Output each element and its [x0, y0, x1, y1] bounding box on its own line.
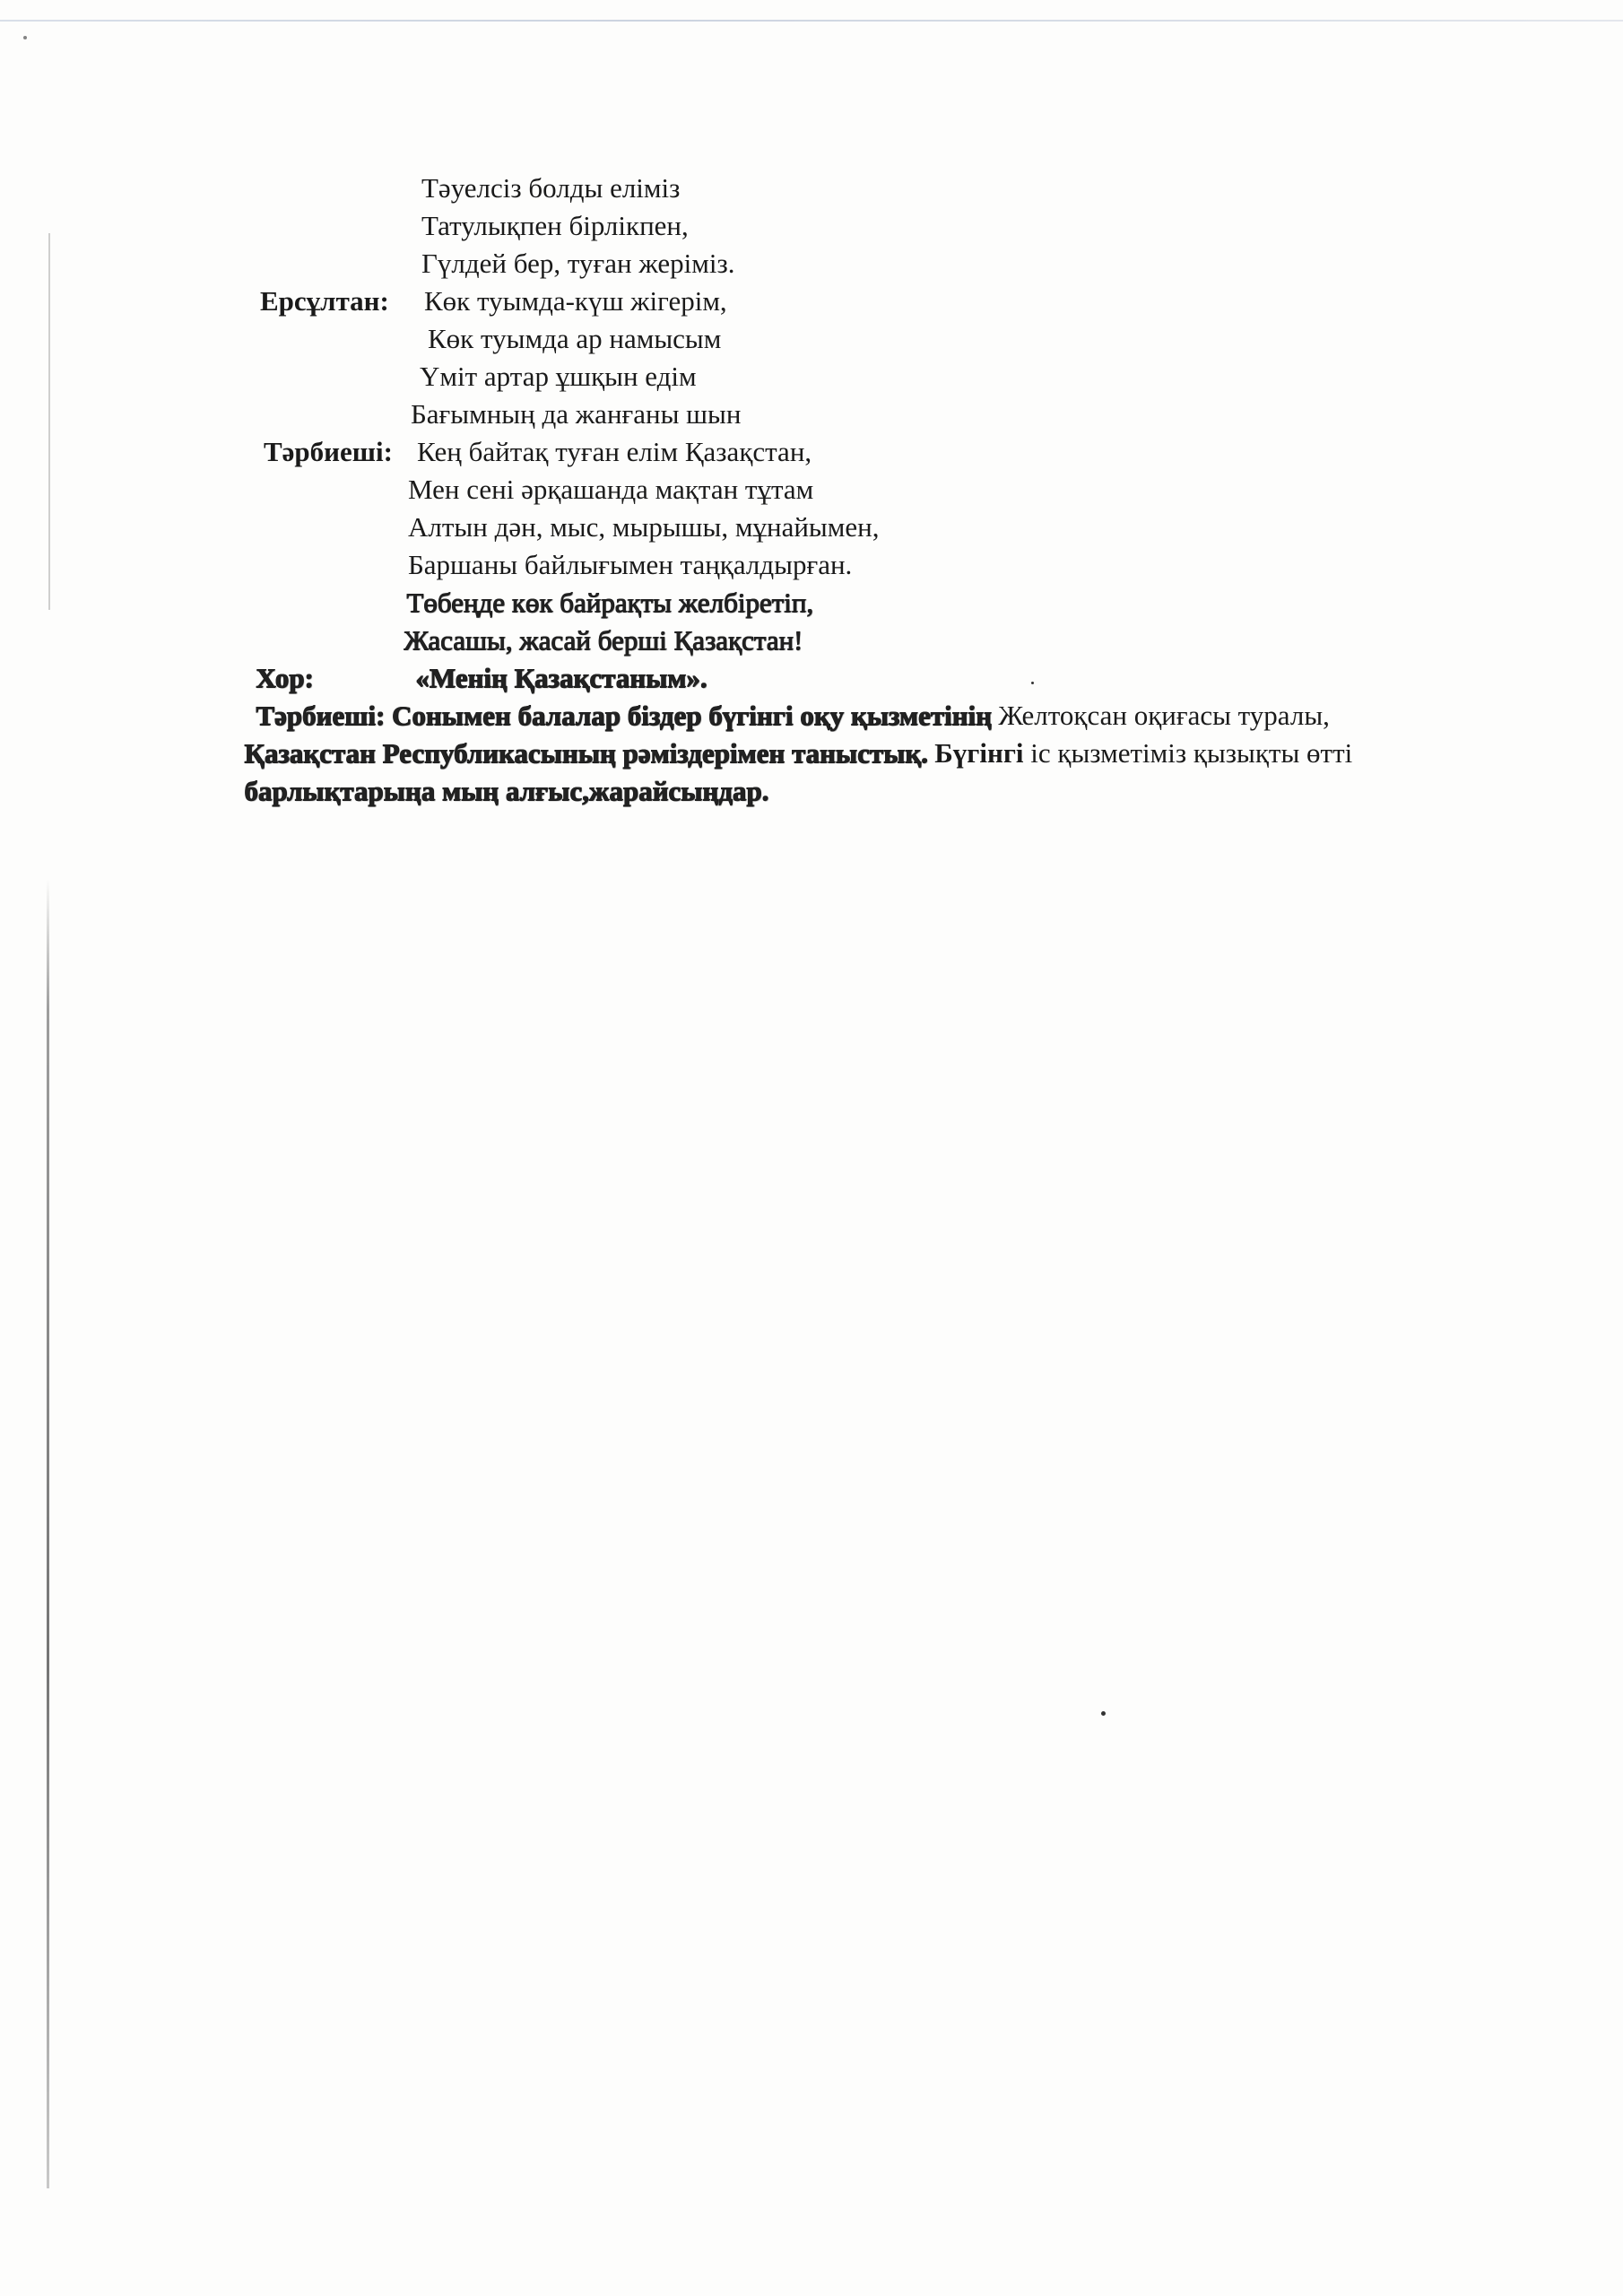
verse-line: Баршаны байлығымен таңқалдырған. — [408, 549, 853, 580]
scan-speck — [23, 36, 27, 39]
scan-speck — [1031, 682, 1034, 684]
closing-text-heavy: Сонымен балалар біздер бүгінгі оқу қызметінің — [391, 700, 992, 731]
poem-line: Тәуелсіз болды еліміз — [421, 172, 681, 204]
speaker-label-ersultan: Ерсұлтан: — [260, 285, 389, 317]
closing-line-2 — [244, 735, 1352, 771]
speaker-label-tarbieshi: Тәрбиеші: — [264, 436, 393, 467]
verse-line: Бағымның да жанғаны шын — [411, 398, 742, 430]
verse-line-bold: Төбеңде көк байрақты желбіретіп, — [406, 587, 813, 618]
verse-line: Көк туымда-күш жігерім, — [424, 285, 727, 317]
verse-line: Көк туымда ар намысым — [428, 323, 722, 354]
speaker-label-tarbieshi: Тәрбиеші: — [256, 700, 385, 731]
poem-line: Гүлдей бер, туған жеріміз. — [421, 248, 735, 279]
closing-text: Желтоқсан оқиғасы туралы, — [991, 700, 1330, 731]
verse-line: Кең байтақ туған елім Қазақстан, — [417, 436, 812, 467]
scan-speck — [1101, 1711, 1106, 1716]
scan-left-edge-upper — [48, 233, 50, 610]
poem-line: Татулықпен бірлікпен, — [421, 210, 689, 241]
closing-line-3 — [244, 773, 768, 809]
closing-text-heavy: Қазақстан Республикасының рәміздерімен таныстық. — [244, 737, 928, 769]
closing-text-heavy: барлықтарыңа мың алғыс,жарайсыңдар. — [244, 775, 769, 806]
verse-line-bold: Жасашы, жасай берші Қазақстан! — [404, 624, 803, 656]
closing-text: іс қызметіміз қызықты өтті — [1023, 737, 1353, 769]
scan-left-edge — [47, 879, 49, 2188]
verse-line: Үміт артар ұшқын едім — [420, 361, 697, 392]
speaker-label-khor: Хор: — [256, 662, 314, 693]
closing-text-bold: Бүгінгі — [927, 737, 1024, 769]
closing-line-1 — [256, 698, 1330, 734]
scan-top-edge — [0, 20, 1623, 22]
song-title: «Менің Қазақстаным». — [415, 662, 707, 693]
verse-line: Алтын дән, мыс, мырышы, мұнайымен, — [408, 511, 880, 543]
verse-line: Мен сені әрқашанда мақтан тұтам — [408, 474, 814, 505]
